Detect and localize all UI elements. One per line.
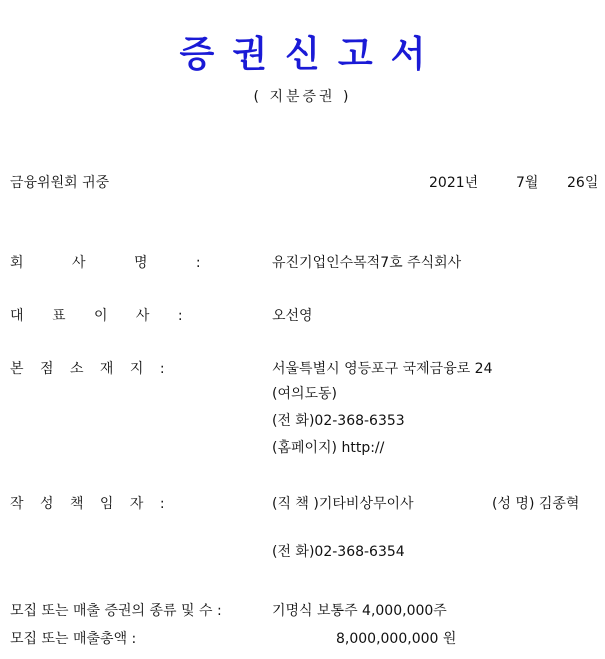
document-title: 증권신고서 [179, 33, 444, 75]
document-subtitle: ( 지분증권 ) [253, 89, 352, 105]
head-office-phone: (전 화)02-368-6353 [272, 413, 405, 429]
date-year: 2021년 [429, 175, 479, 191]
securities-type-label: 모집 또는 매출 증권의 종류 및 수 : [10, 603, 222, 619]
ceo-name: 오선영 [272, 308, 313, 324]
head-office-homepage: (홈페이지) http:// [272, 440, 385, 456]
preparer-name: (성 명) 김종혁 [492, 496, 580, 512]
ceo-label: 대 표 이 사 : [10, 308, 195, 324]
securities-type-value: 기명식 보통주 4,000,000주 [272, 603, 447, 619]
preparer-phone: (전 화)02-368-6354 [272, 544, 405, 560]
head-office-address-detail: (여의도동) [272, 386, 338, 402]
securities-total-value: 8,000,000,000 원 [336, 631, 457, 647]
head-office-label: 본 점 소 재 지 : [10, 361, 171, 377]
date-month: 7월 [516, 175, 539, 191]
preparer-position: (직 책 )기타비상무이사 [272, 496, 414, 512]
company-name: 유진기업인수목적7호 주식회사 [272, 255, 462, 271]
securities-total-label: 모집 또는 매출총액 : [10, 631, 137, 647]
company-label: 회 사 명 : [10, 255, 223, 271]
date-day: 26일 [567, 175, 599, 191]
preparer-label: 작 성 책 임 자 : [10, 496, 171, 512]
head-office-address: 서울특별시 영등포구 국제금융로 24 [272, 361, 493, 377]
recipient: 금융위원회 귀중 [10, 175, 110, 191]
